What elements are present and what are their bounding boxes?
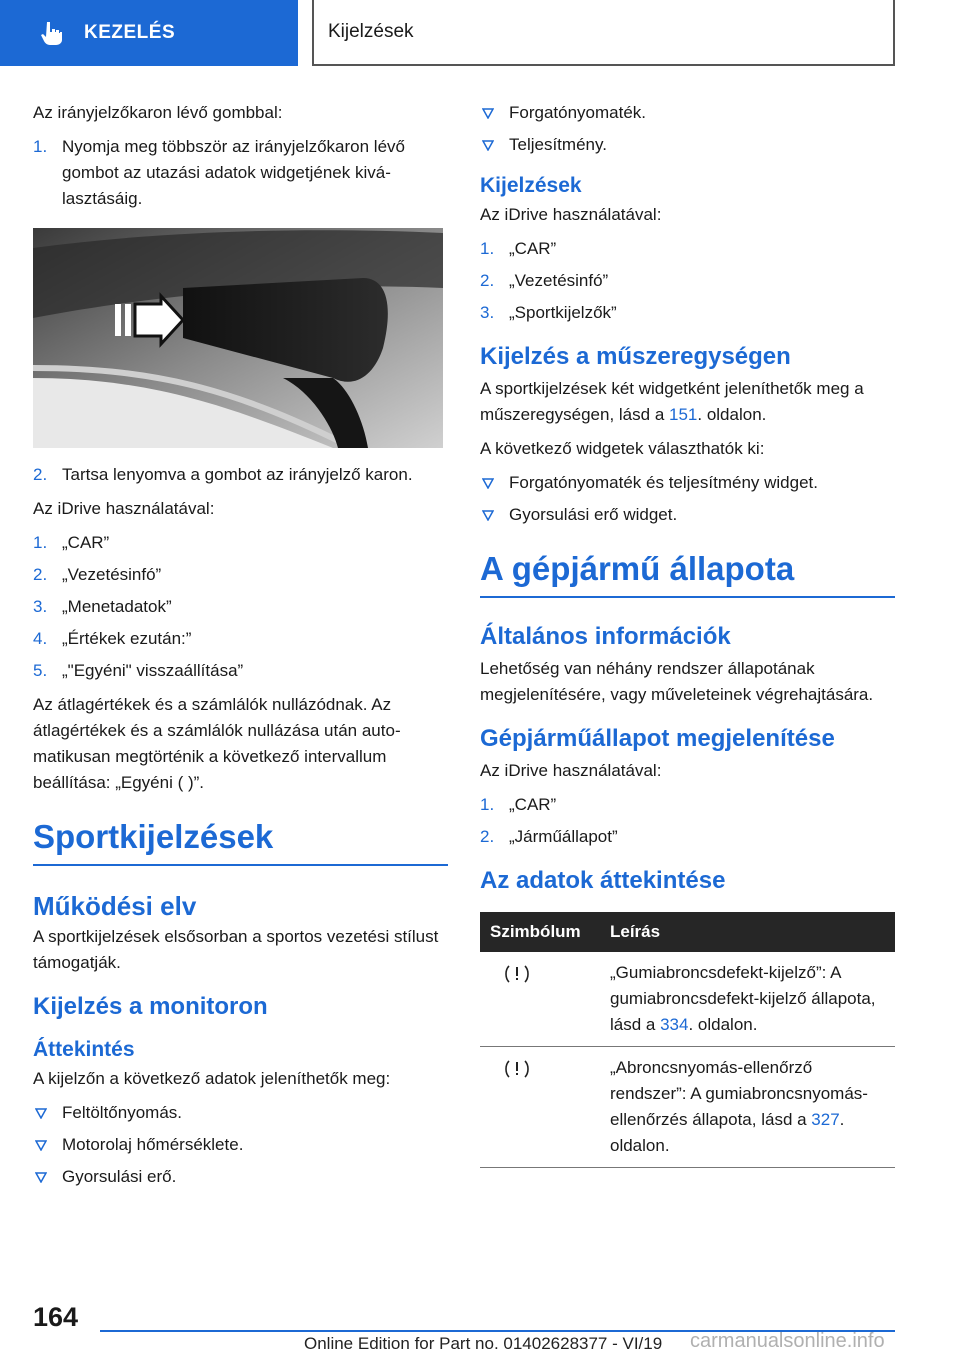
page-header	[0, 0, 960, 66]
monitor-title: Kijelzés a monitoron	[33, 993, 268, 1020]
description-cell: „Gumiabroncsdefekt-kijelző”: A gumiabroncsdefekt-kijelző állapota, lásd a 334. oldalon.	[600, 952, 895, 1047]
idrive-label: Az iDrive használatával:	[33, 499, 215, 518]
list-item: 2. Tartsa lenyomva a gombot az irányjelző karon.	[33, 465, 413, 484]
list-item: Teljesítmény.	[480, 132, 895, 158]
principle-title: Működési elv	[33, 891, 197, 921]
triangle-bullet-icon	[35, 1108, 47, 1119]
list-item: 2. „Vezetésinfó”	[480, 271, 609, 290]
hand-pointer-icon	[38, 20, 64, 46]
triangle-bullet-icon	[482, 510, 494, 521]
list-item: Forgatónyomaték és teljesítmény widget.	[480, 470, 895, 496]
triangle-bullet-icon	[482, 140, 494, 151]
symbol-cell	[480, 952, 600, 1047]
list-item: 1. „CAR”	[33, 533, 110, 552]
table-row	[480, 1047, 895, 1168]
table-header-row	[480, 912, 895, 952]
edition-text: Online Edition for Part no. 01402628377 - VI/19	[304, 1334, 663, 1353]
vehicle-title: A gépjármű állapota	[480, 548, 895, 598]
breadcrumb: Kijelzések	[312, 0, 895, 66]
list-item: 1. Nyomja meg többször az irányjelzőkaron lévő gombot az utazási adatok widgetjének kiválasztásáig.	[33, 137, 405, 208]
intro-text: Az irányjelzőkaron lévő gombbal:	[33, 103, 283, 122]
list-item: Gyorsulási erő widget.	[480, 502, 895, 528]
section-label: KEZELÉS	[84, 22, 176, 43]
list-item: 2. „Járműállapot”	[480, 827, 618, 846]
table-header: Leírás	[600, 912, 895, 952]
description-cell: „Abroncsnyomás-ellenőrző rendszer”: A gumiabroncsnyomás-ellenőrzés állapota, lásd a 327. oldalon.	[600, 1047, 895, 1168]
page-number: 164	[33, 1302, 79, 1332]
tire-pressure-warning-icon	[504, 1059, 530, 1079]
list-item: 1. „CAR”	[480, 795, 557, 814]
cluster-title: Kijelzés a műszeregységen	[480, 343, 791, 370]
overview-title: Áttekintés	[33, 1038, 135, 1061]
table-row	[480, 952, 895, 1047]
reset-text: Az átlagértékek és a számlálók nullázódnak. Az átlagértékek és a számlálók nullázása után automatikusan megtörténik a következő intervallum beállítása: „Egyéni ( )”.	[33, 695, 401, 792]
list-item: 3. „Menetadatok”	[33, 597, 172, 616]
sport-title: Sportkijelzések	[33, 816, 448, 866]
symbol-cell	[480, 1047, 600, 1168]
list-item: 1. „CAR”	[480, 239, 557, 258]
idrive-label: Az iDrive használatával:	[480, 205, 662, 224]
symbol-table	[480, 912, 895, 1168]
list-item: 3. „Sportkijelzők”	[480, 303, 617, 322]
list-item: Gyorsulási erő.	[33, 1164, 448, 1190]
stalk-button-photo	[33, 228, 443, 448]
list-item: 2. „Vezetésinfó”	[33, 565, 162, 584]
data-title: Az adatok áttekintése	[480, 867, 726, 894]
list-item: Feltöltőnyomás.	[33, 1100, 448, 1126]
idrive-steps	[480, 236, 895, 326]
idrive-steps	[33, 530, 448, 684]
table-header: Szimbólum	[480, 912, 600, 952]
steps-list-a	[33, 134, 448, 212]
displays-title: Kijelzések	[480, 174, 582, 197]
triangle-bullet-icon	[482, 478, 494, 489]
triangle-bullet-icon	[35, 1140, 47, 1151]
page-footer	[0, 1290, 960, 1362]
list-item: Motorolaj hőmérséklete.	[33, 1132, 448, 1158]
list-item: 4. „Értékek ezután:”	[33, 629, 192, 648]
list-item: 5. „"Egyéni" visszaállítása”	[33, 661, 244, 680]
page-ref-link[interactable]: 151	[669, 405, 698, 424]
general-text: Lehetőség van néhány rendszer állapotának megjelenítésére, vagy műveleteinek végrehajtására.	[480, 659, 874, 704]
tire-pressure-warning-icon	[504, 964, 530, 984]
principle-text: A sportkijelzések elsősorban a sportos vezetési stílust támogatják.	[33, 927, 439, 972]
steps-list-b	[33, 462, 448, 488]
status-title: Gépjárműállapot megjelenítése	[480, 725, 835, 752]
widgets-label: A következő widgetek választhatók ki:	[480, 439, 765, 458]
status-steps	[480, 792, 895, 850]
right-column	[480, 100, 895, 1168]
list-item: Forgatónyomaték.	[480, 100, 895, 126]
widgets-list	[480, 470, 895, 528]
left-column	[33, 100, 448, 1198]
page-ref-link[interactable]: 327	[811, 1110, 840, 1129]
watermark: carmanualsonline.info	[690, 1330, 885, 1352]
triangle-bullet-icon	[482, 108, 494, 119]
status-idrive-label: Az iDrive használatával:	[480, 761, 662, 780]
page-ref-link[interactable]: 334	[660, 1015, 689, 1034]
cluster-text: A sportkijelzések két widgetként jeleníthetők meg a műszeregységen, lásd a 151. oldalon.	[480, 379, 864, 424]
overview-list-cont	[480, 100, 895, 158]
section-tab[interactable]	[0, 0, 298, 66]
overview-text: A kijelzőn a következő adatok jeleníthetők meg:	[33, 1069, 391, 1088]
overview-list	[33, 1100, 448, 1190]
general-title: Általános információk	[480, 623, 731, 650]
triangle-bullet-icon	[35, 1172, 47, 1183]
